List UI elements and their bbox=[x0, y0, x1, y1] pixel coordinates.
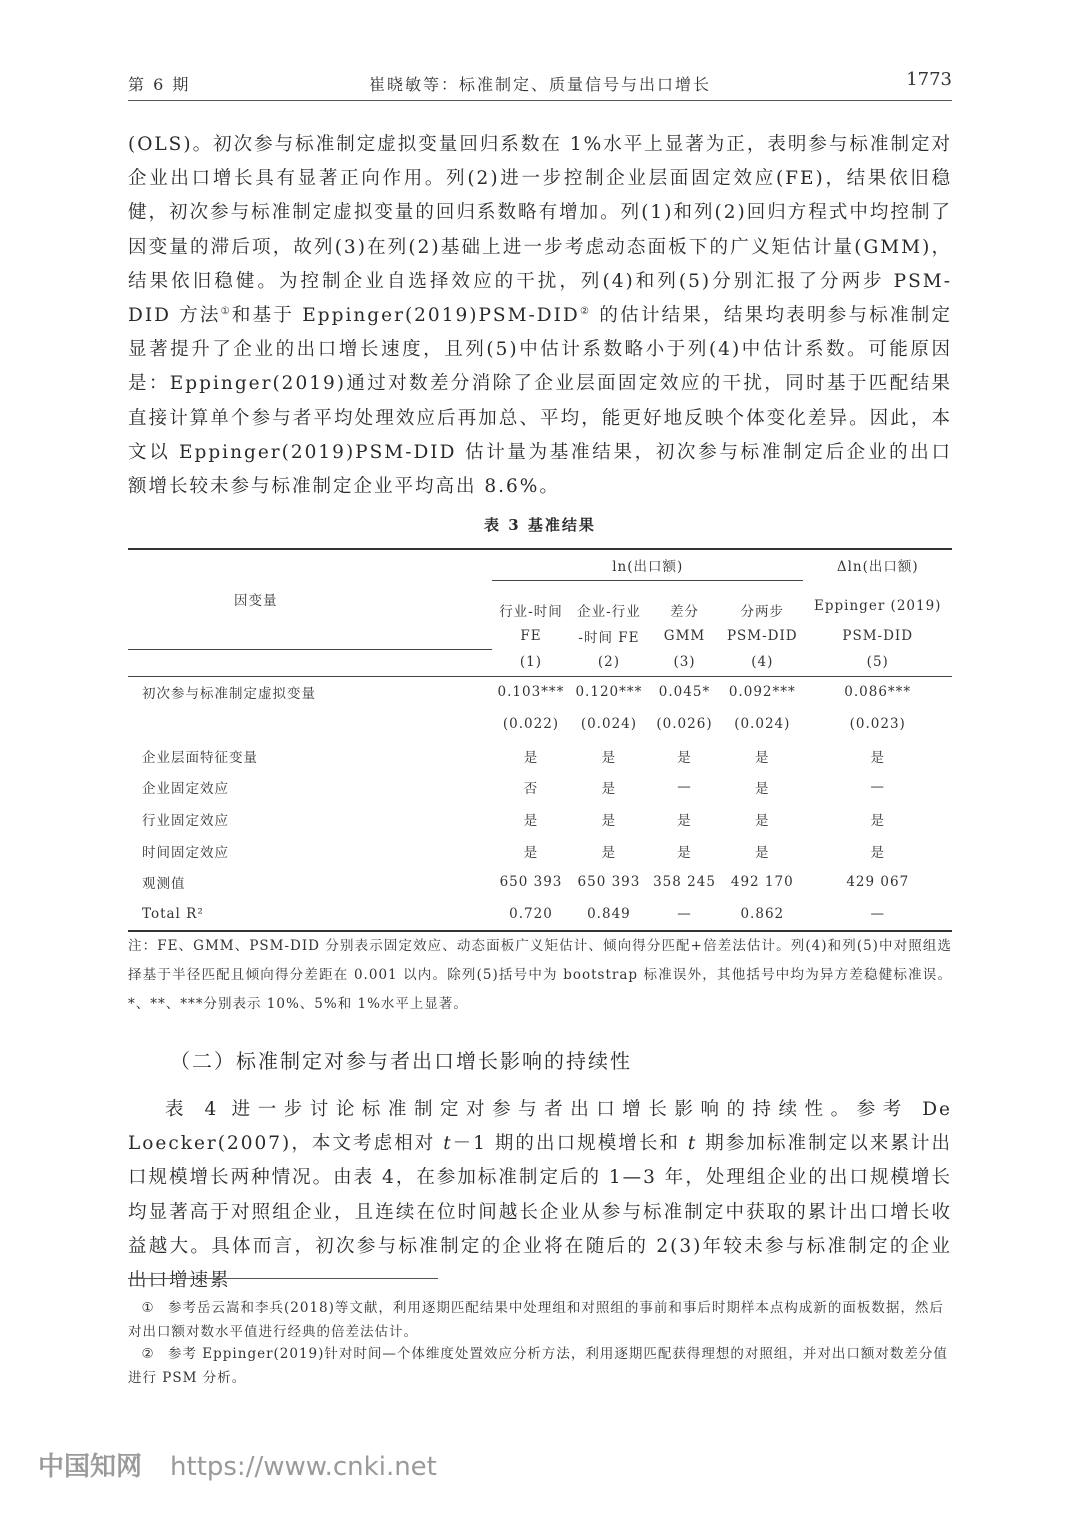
row-label bbox=[128, 708, 492, 740]
footnote-text: 参考岳云嵩和李兵(2018)等文献，利用逐期匹配结果中处理组和对照组的事前和事后时期样本点构成新的面板数据，然后对出口额对数水平值进行经典的倍差法估计。 bbox=[128, 1300, 944, 1340]
col-head: Eppinger (2019) bbox=[814, 597, 942, 614]
row-label: 行业固定效应 bbox=[142, 813, 229, 830]
paragraph-text: 的估计结果，结果均表明参与标准制定显著提升了企业的出口增长速度，且列(5)中估计系数略小于列(4)中估计系数。可能原因是：Eppinger(2019)通过对数差分消除了企业层面固定效应的干扰，同时基于匹配结果直接计算单个参与者平均处理效应后再加总、平均，能更好地反映个体变化差异。因此，本文以 Eppinger(2019)PSM-DID 估计量为基准结果，初次参与标准制定后企业的出口额增长较未参与标准制定企业平均高出 8.6%。 bbox=[128, 305, 953, 498]
table-cell: 否 bbox=[523, 781, 539, 798]
table-cell: 是 bbox=[755, 813, 770, 830]
table-cell: 0.120*** bbox=[575, 684, 643, 701]
table-cell: 0.092*** bbox=[728, 684, 796, 701]
col-number: (3) bbox=[673, 654, 696, 671]
table-cell: 是 bbox=[601, 844, 617, 861]
footnote-ref-2[interactable]: ② bbox=[579, 305, 592, 317]
table-cell: (0.026) bbox=[656, 716, 713, 733]
table-cell: 是 bbox=[870, 844, 885, 861]
paragraph-text: 和基于 Eppinger(2019)PSM-DID bbox=[231, 305, 580, 327]
table-cell: 是 bbox=[677, 813, 692, 830]
table-cell: 0.086*** bbox=[844, 684, 912, 701]
row-label: Total R² bbox=[142, 906, 204, 923]
row-label: 时间固定效应 bbox=[142, 844, 229, 861]
footnote-text: 参考 Eppinger(2019)针对时间—个体维度处置效应分析方法，利用逐期匹配获得理想的对照组，并对出口额对数差分值进行 PSM 分析。 bbox=[128, 1346, 948, 1386]
table-note: 注：FE、GMM、PSM-DID 分别表示固定效应、动态面板广义矩估计、倾向得分匹配+倍差法估计。列(4)和列(5)中对照组选择基于半径匹配且倾向得分差距在 0.001 以内。除列(5)括号中为 bootstrap 标准误外，其他括号中均为异方差稳健标准误。*、**、***分别表示 10%、5%和 1%水平上显著。 bbox=[128, 938, 952, 1012]
issue-number: 第 6 期 bbox=[128, 75, 191, 94]
table-cell: (0.024) bbox=[734, 716, 791, 733]
math-variable: t bbox=[443, 1133, 453, 1155]
table-cell: (0.023) bbox=[849, 716, 906, 733]
table-cell: 650 393 bbox=[499, 874, 563, 891]
table-cell: — bbox=[677, 906, 692, 923]
table-cell: — bbox=[677, 779, 692, 796]
table-cell: 是 bbox=[523, 749, 539, 766]
page-number: 1773 bbox=[906, 69, 952, 90]
table-cell: 429 067 bbox=[846, 874, 910, 891]
col-number: (2) bbox=[597, 654, 620, 671]
group-header-dln: Δln(出口额) bbox=[836, 559, 919, 576]
watermark-brand: 中国知网 bbox=[38, 1452, 143, 1482]
footnote-divider bbox=[128, 1278, 438, 1279]
paragraph-text: －1 期的出口规模增长和 bbox=[452, 1133, 688, 1155]
body-paragraph-2 bbox=[128, 1093, 952, 1298]
col-head: 差分 bbox=[670, 604, 699, 620]
watermark-url[interactable]: https://www.cnki.net bbox=[170, 1452, 437, 1482]
col-head: PSM-DID bbox=[726, 628, 798, 644]
table-cell: 是 bbox=[755, 844, 770, 861]
table-cell: — bbox=[870, 779, 885, 796]
running-header bbox=[128, 66, 952, 101]
paragraph-text: (OLS)。初次参与标准制定虚拟变量回归系数在 1%水平上显著为正，表明参与标准制定对企业出口增长具有显著正向作用。列(2)进一步控制企业层面固定效应(FE)，结果依旧稳健，初次参与标准制定虚拟变量的回归系数略有增加。列(1)和列(2)回归方程式中均控制了因变量的滞后项，故列(3)在列(2)基础上进一步考虑动态面板下的广义矩估计量(GMM)，结果依旧稳健。为控制企业自选择效应的干扰，列(4)和列(5)分别汇报了分两步 PSM-DID 方法 bbox=[128, 134, 952, 327]
col-number: (1) bbox=[519, 654, 543, 671]
footnote-mark: ② bbox=[141, 1346, 155, 1362]
section-heading: （二）标准制定对参与者出口增长影响的持续性 bbox=[170, 1049, 632, 1073]
table-cell: 是 bbox=[601, 749, 617, 766]
table-cell: 492 170 bbox=[730, 874, 794, 891]
table-cell: 是 bbox=[755, 749, 770, 766]
paragraph-text: 表 4 进一步讨论标准制定对参与者出口增长影响的持续性。参考 De Loecker(2007)，本文考虑相对 bbox=[128, 1099, 952, 1155]
table-cell: 是 bbox=[677, 749, 692, 766]
table-cell: 是 bbox=[755, 781, 770, 798]
col-number: (5) bbox=[866, 654, 889, 671]
paragraph-text: 期参加标准制定以来累计出口规模增长两种情况。由表 4，在参加标准制定后的 1—3 年，处理组企业的出口规模增长均显著高于对照组企业，且连续在位时间越长企业从参与标准制定中获取的累计出口增长收益越大。具体而言，初次参与标准制定的企业将在随后的 2(3)年较未参与标准制定的企业出口增速累 bbox=[128, 1133, 952, 1292]
col-head: 分两步 bbox=[740, 604, 785, 620]
row-label: 初次参与标准制定虚拟变量 bbox=[142, 686, 316, 703]
row-label: 企业固定效应 bbox=[142, 781, 229, 798]
table-title: 表 3 基准结果 bbox=[484, 516, 596, 534]
table-cell: 0.720 bbox=[509, 906, 553, 923]
table-cell: 是 bbox=[523, 813, 539, 830]
col-head: PSM-DID bbox=[842, 628, 914, 644]
col-head: GMM bbox=[663, 628, 706, 644]
table-cell: 是 bbox=[870, 749, 885, 766]
math-variable: t bbox=[687, 1133, 698, 1155]
dep-var-label: 因变量 bbox=[128, 549, 492, 649]
table-cell: 650 393 bbox=[577, 874, 641, 891]
col-head: -时间 FE bbox=[578, 630, 640, 646]
footnote-2 bbox=[128, 1342, 952, 1390]
col-head: 企业-行业 bbox=[577, 604, 641, 620]
body-paragraph-1 bbox=[128, 128, 952, 504]
table-cell: 是 bbox=[677, 844, 692, 861]
table-cell: 0.045* bbox=[658, 684, 711, 701]
footnote-1 bbox=[128, 1296, 952, 1344]
row-label: 企业层面特征变量 bbox=[142, 749, 258, 766]
table-cell: (0.024) bbox=[580, 716, 638, 733]
col-number: (4) bbox=[751, 654, 774, 671]
running-title: 崔晓敏等：标准制定、质量信号与出口增长 bbox=[368, 75, 711, 94]
cnki-watermark bbox=[38, 1446, 437, 1483]
group-header-ln: ln(出口额) bbox=[492, 549, 803, 581]
table-cell: 0.103*** bbox=[497, 684, 565, 701]
table-cell: 358 245 bbox=[653, 874, 716, 891]
table-cell: (0.022) bbox=[502, 716, 560, 733]
table-cell: 是 bbox=[870, 813, 885, 830]
table-cell: 0.849 bbox=[587, 906, 631, 923]
table-cell: 是 bbox=[601, 813, 617, 830]
footnote-mark: ① bbox=[141, 1300, 155, 1316]
footnote-ref-1[interactable]: ① bbox=[220, 305, 232, 317]
table-cell: 是 bbox=[523, 844, 539, 861]
col-head: FE bbox=[520, 628, 542, 644]
table-cell: 是 bbox=[601, 781, 617, 798]
table-cell: — bbox=[870, 906, 885, 923]
results-table bbox=[128, 548, 952, 932]
row-label: 观测值 bbox=[142, 876, 186, 893]
col-head: 行业-时间 bbox=[499, 604, 563, 620]
table-cell: 0.862 bbox=[740, 906, 785, 923]
